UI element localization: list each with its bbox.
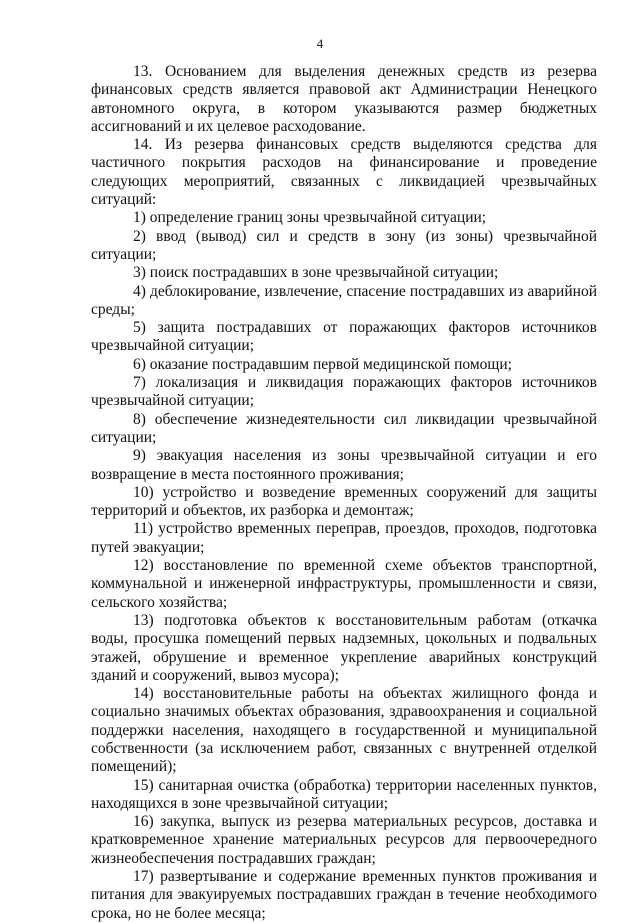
list-item-3: 3) поиск пострадавших в зоне чрезвычайной ситуации;	[133, 264, 499, 282]
list-item-17: 17) развертывание и содержание временных пунктов проживания и питания для эвакуируемых пострадавших граждан в течение необходимого срока, но не более месяца;	[91, 868, 597, 922]
paragraph-14: 14. Из резерва финансовых средств выделяются средства для частичного покрытия расходов на финансирование и проведение следующих мероприятий, связанных с ликвидацией чрезвычайных ситуаций:	[91, 136, 597, 209]
list-item-5: 5) защита пострадавших от поражающих факторов источников чрезвычайной ситуации;	[91, 319, 597, 355]
list-item-15: 15) санитарная очистка (обработка) территории населенных пунктов, находящихся в зоне чрезвычайной ситуации;	[91, 776, 597, 812]
list-item-9: 9) эвакуация населения из зоны чрезвычайной ситуации и его возвращение в места постоянного проживания;	[91, 447, 597, 483]
list-item-8: 8) обеспечение жизнедеятельности сил ликвидации чрезвычайной ситуации;	[91, 410, 597, 446]
list-item-16: 16) закупка, выпуск из резерва материальных ресурсов, доставка и кратковременное хранение материальных ресурсов для первоочередного жизнеобеспечения пострадавших граждан;	[91, 813, 597, 867]
list-item-13: 13) подготовка объектов к восстановительным работам (откачка воды, просушка помещений первых надземных, цокольных и подвальных этажей, обрушение и временное укрепление аварийных конструкций зданий и сооружений, вывоз мусора);	[91, 611, 597, 684]
list-item-14: 14) восстановительные работы на объектах жилищного фонда и социально значимых объектах образования, здравоохранения и социальной поддержки населения, находящего в государственной и муниципальной собственности (за исключением работ, связанных с внутренней отделкой помещений);	[91, 685, 597, 776]
page-number: 4	[316, 36, 324, 51]
list-item-10: 10) устройство и возведение временных сооружений для защиты территорий и объектов, их разборка и демонтаж;	[91, 483, 597, 520]
list-item-4: 4) деблокирование, извлечение, спасение пострадавших из аварийной среды;	[91, 282, 597, 318]
list-item-11: 11) устройство временных переправ, проездов, проходов, подготовка путей эвакуации;	[91, 520, 597, 556]
paragraph-13: 13. Основанием для выделения денежных средств из резерва финансовых средств является правовой акт Администрации Ненецкого автономного округа, в котором указываются размер бюджетных ассигнований и их целевое расходование.	[91, 63, 597, 135]
document-body	[91, 63, 597, 923]
list-item-12: 12) восстановление по временной схеме объектов транспортной, коммунальной и инженерной инфраструктуры, промышленности и связи, сельского хозяйства;	[91, 557, 597, 611]
list-item-1: 1) определение границ зоны чрезвычайной ситуации;	[133, 209, 487, 227]
list-item-6: 6) оказание пострадавшим первой медицинской помощи;	[133, 355, 512, 373]
list-item-7: 7) локализация и ликвидация поражающих факторов источников чрезвычайной ситуации;	[91, 374, 597, 410]
list-item-2: 2) ввод (вывод) сил и средств в зону (из зоны) чрезвычайной ситуации;	[91, 227, 597, 263]
